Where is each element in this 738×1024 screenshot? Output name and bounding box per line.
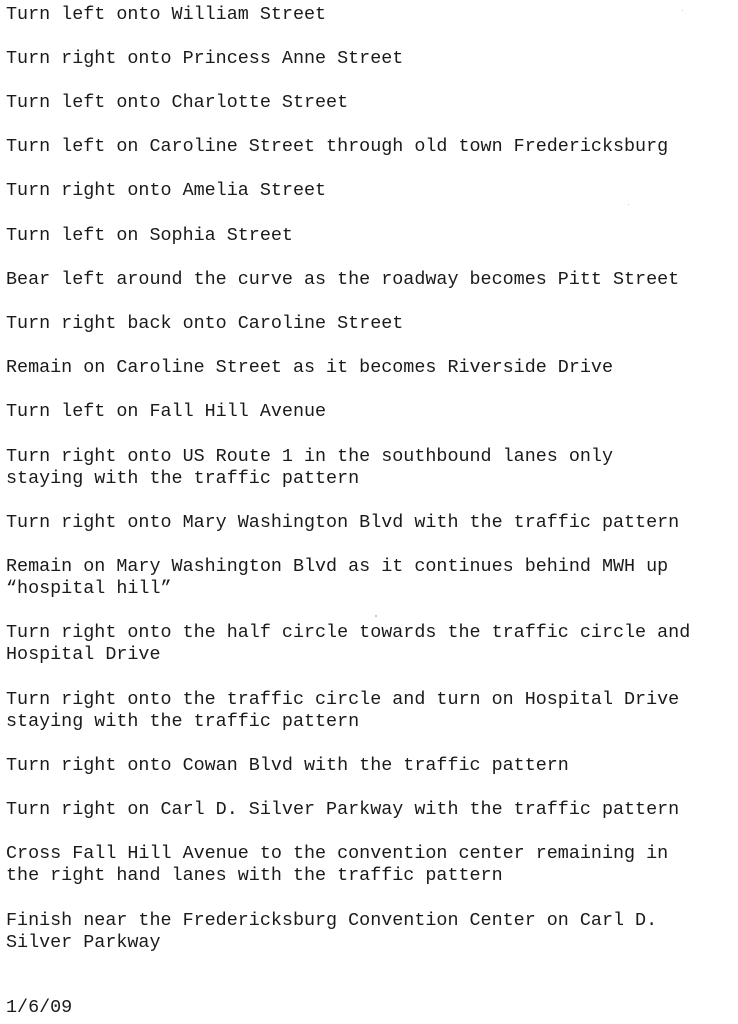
scan-speck [628,204,629,205]
direction-step-5: Turn right onto Amelia Street [6,180,327,201]
direction-step-18: Cross Fall Hill Avenue to the convention center remaining in the right hand lanes with the traffic pattern [6,843,669,886]
direction-step-8: Turn right back onto Caroline Street [6,313,404,334]
scan-speck [375,615,377,617]
direction-step-19: Finish near the Fredericksburg Convention Center on Carl D. Silver Parkway [6,910,658,953]
direction-step-4: Turn left on Caroline Street through old town Fredericksburg [6,136,669,157]
direction-step-3: Turn left onto Charlotte Street [6,92,349,113]
direction-step-6: Turn left on Sophia Street [6,225,293,246]
scan-speck [682,10,683,11]
direction-step-2: Turn right onto Princess Anne Street [6,48,404,69]
direction-step-10: Turn left on Fall Hill Avenue [6,401,327,422]
direction-step-14: Turn right onto the half circle towards the traffic circle and Hospital Drive [6,622,691,665]
direction-step-1: Turn left onto William Street [6,4,327,25]
direction-step-15: Turn right onto the traffic circle and turn on Hospital Drive staying with the traffic pattern [6,689,680,732]
direction-step-7: Bear left around the curve as the roadway becomes Pitt Street [6,269,680,290]
direction-step-12: Turn right onto Mary Washington Blvd with the traffic pattern [6,512,680,533]
document-date: 1/6/09 [6,997,73,1018]
direction-step-13: Remain on Mary Washington Blvd as it continues behind MWH up “hospital hill” [6,556,669,599]
direction-step-16: Turn right onto Cowan Blvd with the traffic pattern [6,755,569,776]
direction-step-17: Turn right on Carl D. Silver Parkway with the traffic pattern [6,799,680,820]
direction-step-9: Remain on Caroline Street as it becomes Riverside Drive [6,357,613,378]
direction-step-11: Turn right onto US Route 1 in the southbound lanes only staying with the traffic pattern [6,446,613,489]
